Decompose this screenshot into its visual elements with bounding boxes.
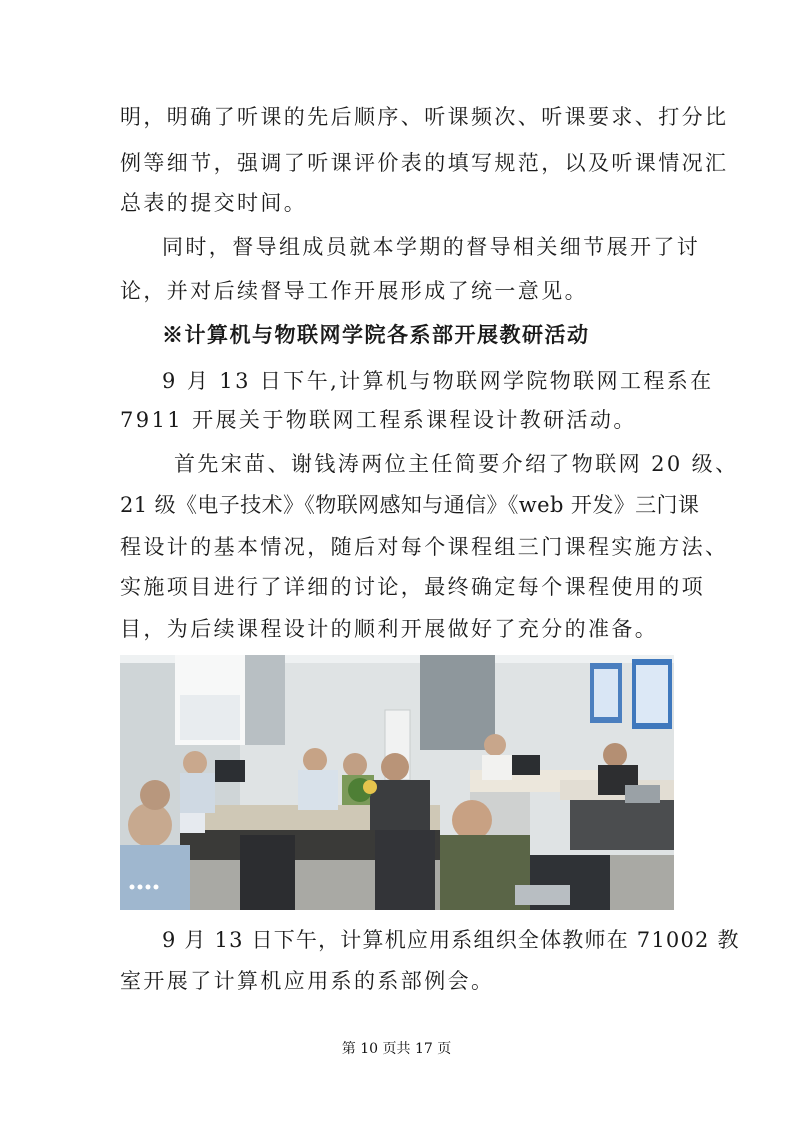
paragraph-line: 室开展了计算机应用系的系部例会。 xyxy=(120,969,495,993)
paragraph-line: 同时，督导组成员就本学期的督导相关细节展开了讨 xyxy=(162,235,701,259)
paragraph-line: 目，为后续课程设计的顺利开展做好了充分的准备。 xyxy=(120,617,659,641)
paragraph-line: 明，明确了听课的先后顺序、听课频次、听课要求、打分比 xyxy=(120,105,729,129)
paragraph-line: 例等细节，强调了听课评价表的填写规范，以及听课情况汇 xyxy=(120,151,729,175)
meeting-photo xyxy=(120,655,674,910)
paragraph-line: 实施项目进行了详细的讨论，最终确定每个课程使用的项 xyxy=(120,575,705,599)
paragraph-line: 程设计的基本情况，随后对每个课程组三门课程实施方法、 xyxy=(120,535,729,559)
paragraph-line: 论，并对后续督导工作开展形成了统一意见。 xyxy=(120,279,588,303)
page-number: 第 10 页共 17 页 xyxy=(341,1041,452,1057)
paragraph-line: 21 级《电子技术》《物联网感知与通信》《web 开发》三门课 xyxy=(120,493,700,517)
paragraph-line: 7911 开展关于物联网工程系课程设计教研活动。 xyxy=(120,408,637,432)
section-heading: ※计算机与物联网学院各系部开展教研活动 xyxy=(162,322,590,347)
paragraph-line: 首先宋苗、谢钱涛两位主任简要介绍了物联网 20 级、 xyxy=(174,452,739,476)
paragraph-line: 9 月 13 日下午，计算机应用系组织全体教师在 71002 教 xyxy=(162,928,740,952)
paragraph-line: 9 月 13 日下午,计算机与物联网学院物联网工程系在 xyxy=(162,369,714,393)
paragraph-line: 总表的提交时间。 xyxy=(120,191,308,215)
